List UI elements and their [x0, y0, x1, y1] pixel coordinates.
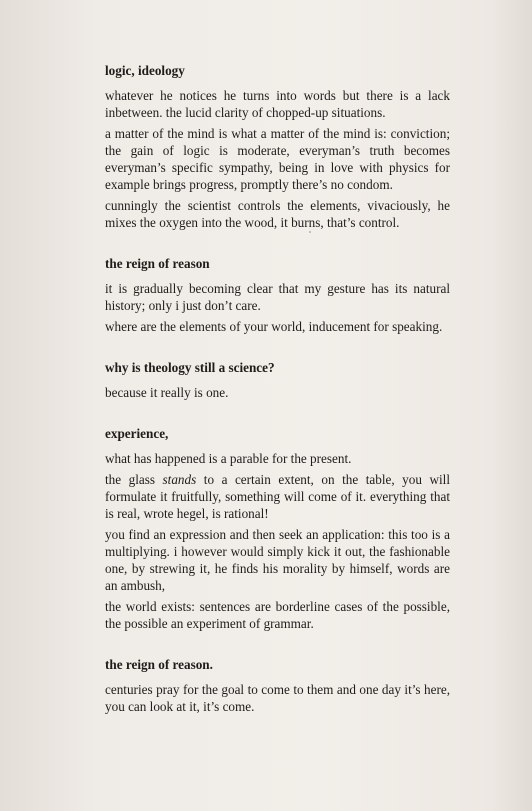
- paragraph: whatever he notices he turns into words but there is a lack inbetween. the lucid clarity of chopped-up situations.: [105, 88, 450, 120]
- paragraph: because it really is one.: [105, 385, 229, 400]
- section-theology: [105, 359, 450, 401]
- section-heading: why is theology still a science?: [105, 360, 275, 375]
- section-logic-ideology: [105, 62, 450, 231]
- page-edge-shadow: [490, 0, 532, 811]
- paragraph: a matter of the mind is what a matter of the mind is: conviction; the gain of logic is moderate, everyman’s truth becomes everyman’s specific sympathy, being in love with physics for example brings progress, promptly there’s no condom.: [105, 126, 450, 192]
- paragraph: what has happened is a parable for the present.: [105, 451, 352, 466]
- paragraph: it is gradually becoming clear that my gesture has its natural history; only i just don’t care.: [105, 281, 450, 313]
- paragraph: cunningly the scientist controls the elements, vivaciously, he mixes the oxygen into the wood, it burns, that’s control.: [105, 198, 450, 230]
- section-spacer: [105, 405, 450, 425]
- section-heading: the reign of reason: [105, 256, 210, 271]
- emphasized-word: stands: [162, 472, 197, 487]
- paragraph: where are the elements of your world, inducement for speaking.: [105, 319, 443, 334]
- paragraph-text: to a certain extent, on the table, you will formulate it fruitfully, something will come of it. everything that is real, wrote hegel, is rational!: [105, 472, 450, 521]
- paragraph: you find an expression and then seek an application: this too is a multiplying. i however would simply kick it out, the fashionable one, by strewing it, he finds his morality by himself, words are an ambush,: [105, 527, 450, 593]
- paragraph: centuries pray for the goal to come to them and one day it’s here, you can look at it, it’s come.: [105, 682, 450, 714]
- section-spacer: [105, 235, 450, 255]
- section-reign-of-reason-2: [105, 656, 450, 715]
- section-spacer: [105, 339, 450, 359]
- paragraph: the world exists: sentences are borderline cases of the possible, the possible an experiment of grammar.: [105, 599, 450, 631]
- section-heading: the reign of reason.: [105, 657, 213, 672]
- paragraph-text: the glass: [105, 472, 163, 487]
- paragraph: [105, 471, 450, 522]
- section-heading: logic, ideology: [105, 63, 185, 78]
- text-column: [105, 62, 450, 719]
- section-spacer: [105, 636, 450, 656]
- section-experience: [105, 425, 450, 632]
- section-heading: experience,: [105, 426, 169, 441]
- section-reign-of-reason: [105, 255, 450, 335]
